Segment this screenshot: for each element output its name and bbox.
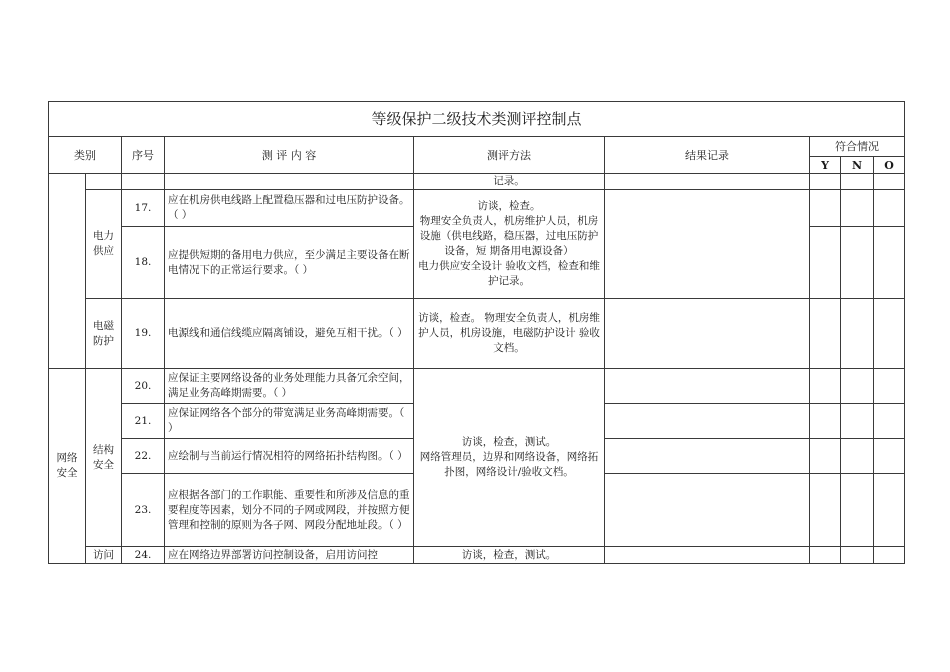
result-cell[interactable] [605, 369, 810, 404]
check-n-cell[interactable] [841, 190, 874, 227]
check-y-cell[interactable] [810, 404, 841, 439]
check-n-cell[interactable] [841, 547, 874, 564]
header-method: 测评方法 [414, 137, 605, 174]
method-cell-carryover: 记录。 [414, 174, 605, 190]
check-n-cell[interactable] [841, 439, 874, 474]
result-cell[interactable] [605, 174, 810, 190]
evaluation-table [48, 101, 905, 564]
check-y-cell[interactable] [810, 174, 841, 190]
result-cell[interactable] [605, 474, 810, 547]
header-y: Y [810, 157, 841, 174]
result-cell[interactable] [605, 404, 810, 439]
header-category: 类别 [49, 137, 122, 174]
check-o-cell[interactable] [874, 190, 905, 227]
row-number: 18. [122, 227, 165, 299]
content-cell-empty [165, 174, 414, 190]
check-o-cell[interactable] [874, 369, 905, 404]
header-result: 结果记录 [605, 137, 810, 174]
check-n-cell[interactable] [841, 299, 874, 369]
category-cell-physical [49, 174, 86, 369]
check-y-cell[interactable] [810, 227, 841, 299]
method-power: 访谈，检查。 物理安全负责人，机房维护人员，机房设施（供电线路，稳压器，过电压防护设备，短 期备用电源设备） 电力供应安全设计 验收文档，检查和维护记录。 [414, 190, 605, 299]
method-access: 访谈，检查，测试。 [414, 547, 605, 564]
row-content: 应根据各部门的工作职能、重要性和所涉及信息的重要程度等因素，划分不同的子网或网段，并按照方便管理和控制的原则为各子网、网段分配地址段。（ ） [165, 474, 414, 547]
subcategory-power: 电力 供应 [86, 190, 122, 299]
check-y-cell[interactable] [810, 474, 841, 547]
header-o: O [874, 157, 905, 174]
check-n-cell[interactable] [841, 174, 874, 190]
number-cell-empty [122, 174, 165, 190]
row-number: 22. [122, 439, 165, 474]
row-content: 应在网络边界部署访问控制设备，启用访问控 [165, 547, 414, 564]
row-content: 应绘制与当前运行情况相符的网络拓扑结构图。（ ） [165, 439, 414, 474]
row-number: 24. [122, 547, 165, 564]
page-title: 等级保护二级技术类测评控制点 [49, 102, 905, 137]
result-cell[interactable] [605, 439, 810, 474]
category-network: 网络 安全 [49, 369, 86, 564]
check-n-cell[interactable] [841, 227, 874, 299]
check-o-cell[interactable] [874, 547, 905, 564]
check-y-cell[interactable] [810, 547, 841, 564]
row-number: 21. [122, 404, 165, 439]
check-o-cell[interactable] [874, 227, 905, 299]
subcategory-structure: 结构 安全 [86, 369, 122, 547]
row-number: 23. [122, 474, 165, 547]
subcategory-cell-empty [86, 174, 122, 190]
check-y-cell[interactable] [810, 190, 841, 227]
check-o-cell[interactable] [874, 174, 905, 190]
row-content: 应保证主要网络设备的业务处理能力具备冗余空间，满足业务高峰期需要。（ ） [165, 369, 414, 404]
result-cell[interactable] [605, 547, 810, 564]
row-number: 20. [122, 369, 165, 404]
check-y-cell[interactable] [810, 439, 841, 474]
check-y-cell[interactable] [810, 299, 841, 369]
row-content: 应提供短期的备用电力供应，至少满足主要设备在断电情况下的正常运行要求。（ ） [165, 227, 414, 299]
check-o-cell[interactable] [874, 474, 905, 547]
result-cell[interactable] [605, 190, 810, 299]
header-number: 序号 [122, 137, 165, 174]
check-o-cell[interactable] [874, 299, 905, 369]
check-n-cell[interactable] [841, 369, 874, 404]
check-o-cell[interactable] [874, 404, 905, 439]
check-y-cell[interactable] [810, 369, 841, 404]
row-number: 19. [122, 299, 165, 369]
row-content: 电源线和通信线缆应隔离铺设，避免互相干扰。（ ） [165, 299, 414, 369]
check-n-cell[interactable] [841, 474, 874, 547]
check-n-cell[interactable] [841, 404, 874, 439]
check-o-cell[interactable] [874, 439, 905, 474]
header-compliance: 符合情况 [810, 137, 905, 157]
method-network: 访谈，检查，测试。 网络管理员，边界和网络设备，网络拓扑图，网络设计/验收文档。 [414, 369, 605, 547]
subcategory-access: 访问 [86, 547, 122, 564]
row-content: 应保证网络各个部分的带宽满足业务高峰期需要。（ ） [165, 404, 414, 439]
header-content: 测 评 内 容 [165, 137, 414, 174]
method-emi: 访谈，检查。 物理安全负责人，机房维护人员，机房设施，电磁防护设计 验收文档。 [414, 299, 605, 369]
subcategory-emi: 电磁 防护 [86, 299, 122, 369]
result-cell[interactable] [605, 299, 810, 369]
header-n: N [841, 157, 874, 174]
row-number: 17. [122, 190, 165, 227]
row-content: 应在机房供电线路上配置稳压器和过电压防护设备。（ ） [165, 190, 414, 227]
